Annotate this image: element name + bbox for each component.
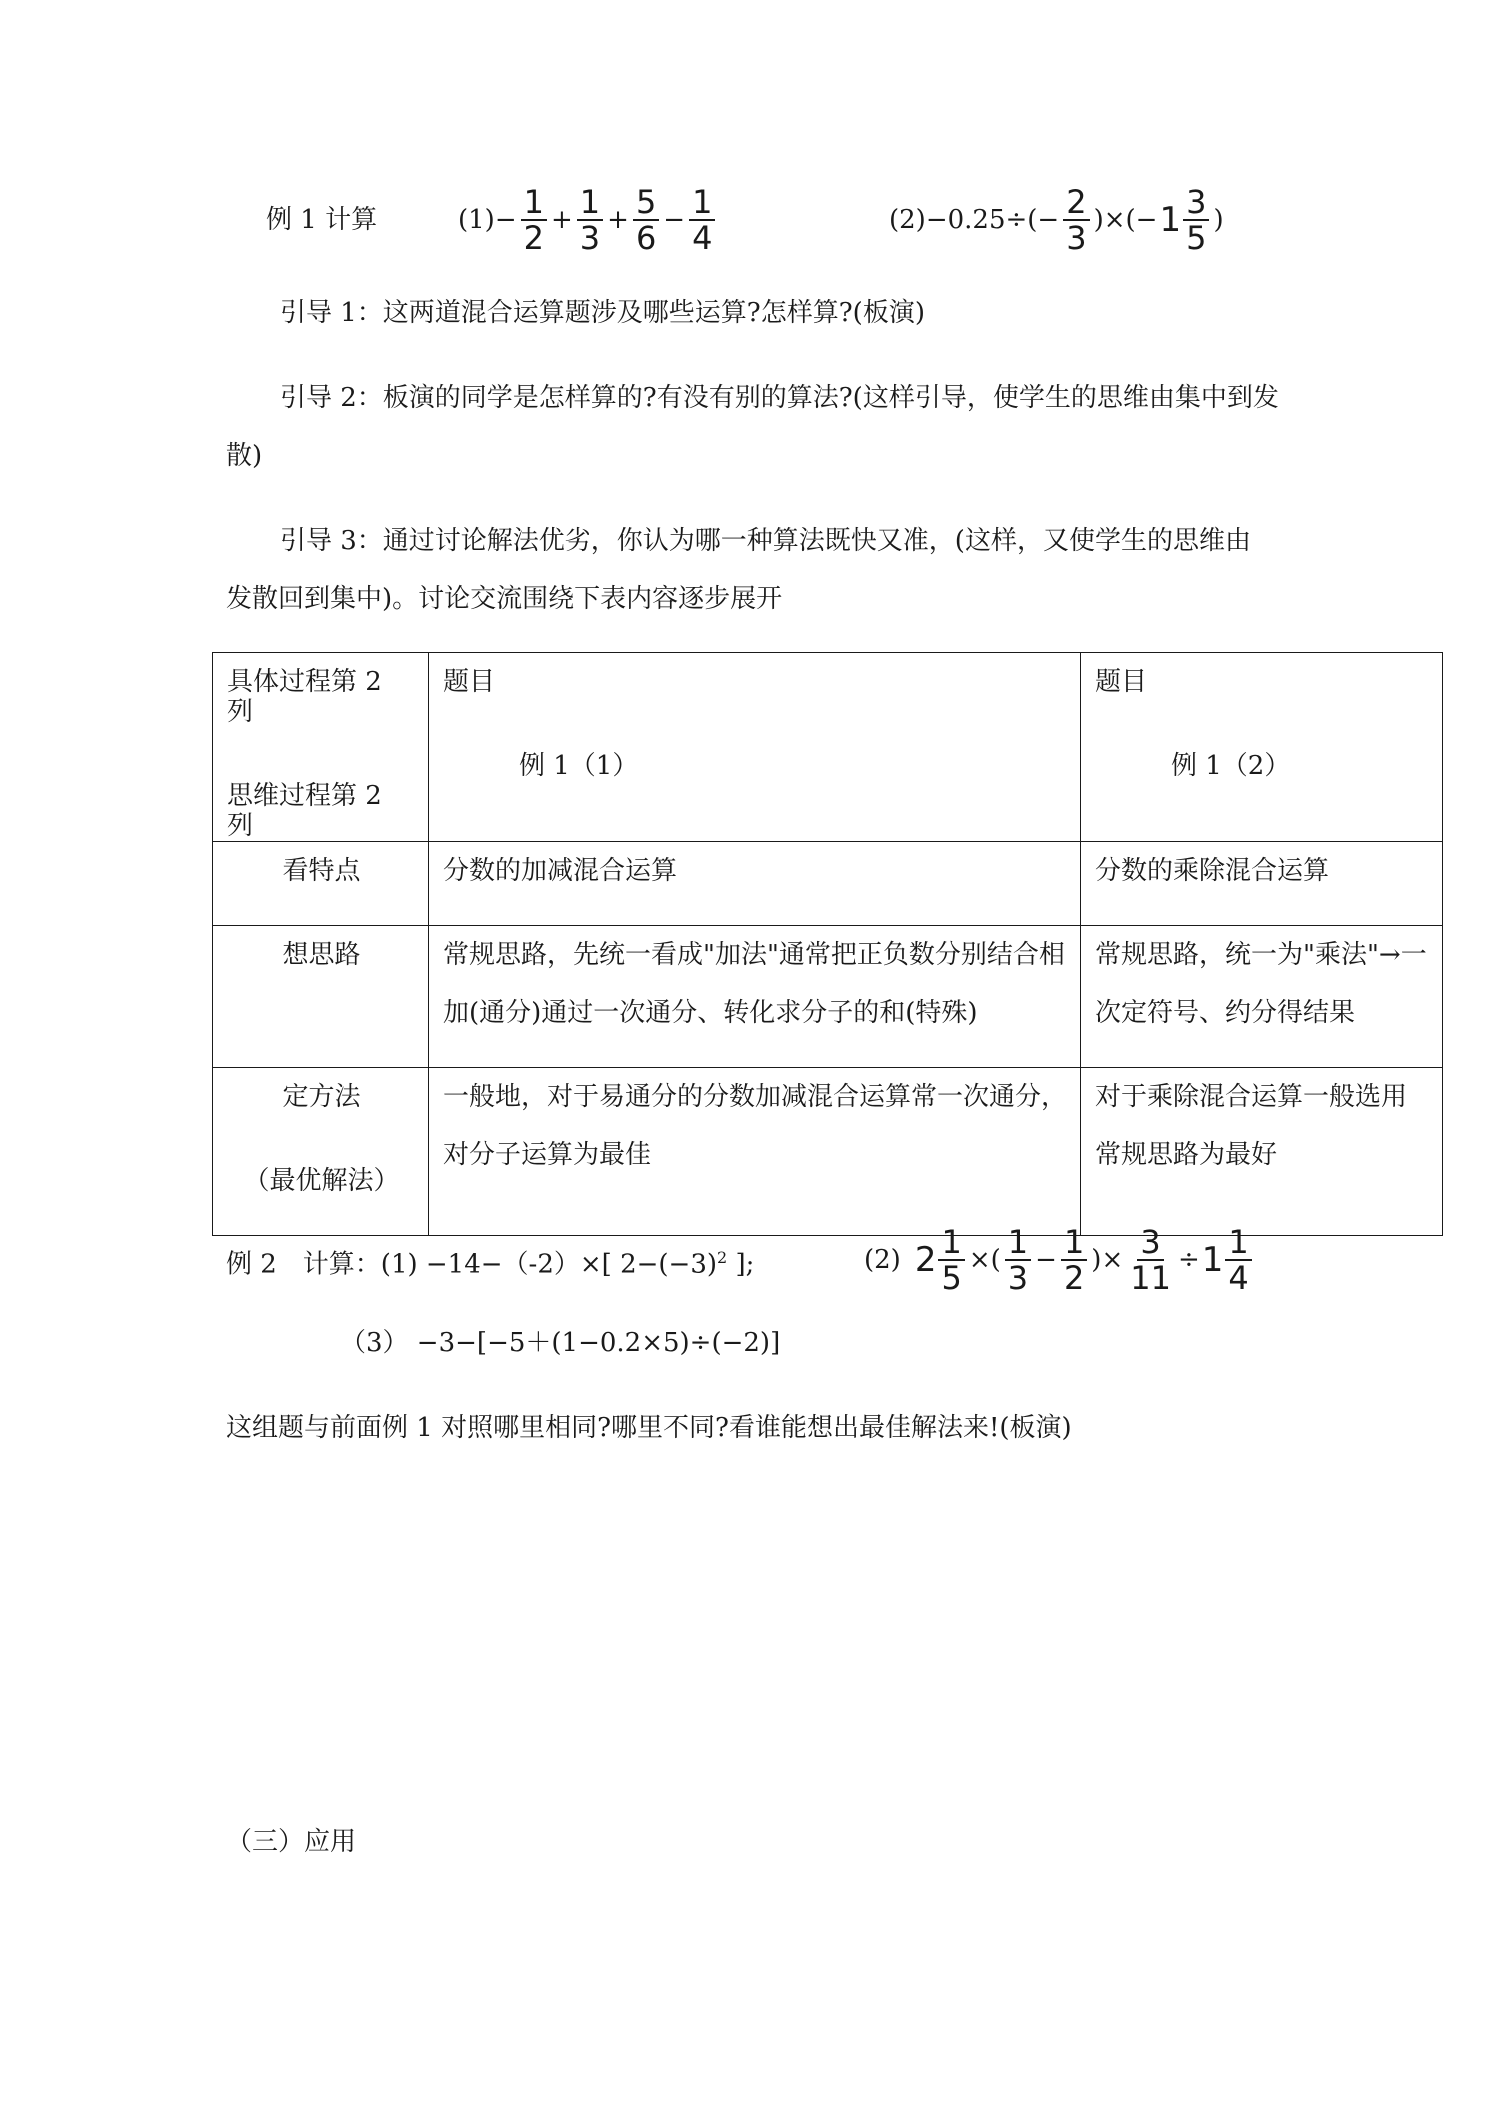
- operator: −: [663, 205, 686, 235]
- ex1-part2-expression: [887, 180, 1226, 260]
- table-cell: 分数的乘除混合运算: [1081, 842, 1443, 926]
- ex2-part1: 例 2 计算：(1) −14−（-2）×[ $2-(-3)^2$ ];: [226, 1248, 755, 1280]
- fraction: $\frac{1}{2}$: [521, 185, 547, 255]
- guide-2-line2: 散): [226, 441, 263, 471]
- table-row: [213, 842, 1443, 926]
- ex2-part2-expression: [862, 1220, 1254, 1300]
- fraction: $\frac{1}{3}$: [1005, 1225, 1031, 1295]
- operator: ÷: [1177, 1245, 1200, 1275]
- mixed-number: 1 $\frac{1}{4}$: [1202, 1225, 1254, 1295]
- ex1-part2-prefix: (2)−0.25÷(−: [889, 205, 1060, 235]
- operator: ×(: [968, 1245, 1001, 1275]
- table-cell: 对于乘除混合运算一般选用 常规思路为最好: [1081, 1068, 1443, 1236]
- fraction: $\frac{1}{4}$: [689, 185, 715, 255]
- table-header-row: [213, 653, 1443, 842]
- method-table: [212, 652, 1443, 1236]
- mixed-number: 1 $\frac{3}{5}$: [1159, 185, 1211, 255]
- table-cell: 常规思路，先统一看成"加法"通常把正负数分别结合相 加(通分)通过一次通分、转化求分子的和(特殊): [429, 926, 1081, 1068]
- table-header-cell: 题目 例 1（2）: [1081, 653, 1443, 842]
- operator: )×: [1091, 1245, 1124, 1275]
- ex1-part2-mid: )×(−: [1093, 205, 1158, 235]
- mixed-number: 2 $\frac{1}{5}$: [915, 1225, 967, 1295]
- table-row: [213, 1068, 1443, 1236]
- table-row: [213, 926, 1443, 1068]
- table-row-label: 想思路: [213, 926, 429, 1068]
- guide-3-line2: 发散回到集中)。讨论交流围绕下表内容逐步展开: [226, 584, 783, 614]
- table-cell: 常规思路，统一为"乘法"→一 次定符号、约分得结果: [1081, 926, 1443, 1068]
- guide-1: 引导 1：这两道混合运算题涉及哪些运算?怎样算?(板演): [280, 298, 925, 328]
- fraction: $\frac{1}{2}$: [1061, 1225, 1087, 1295]
- compare-question: 这组题与前面例 1 对照哪里相同?哪里不同?看谁能想出最佳解法来!(板演): [226, 1413, 1072, 1443]
- fraction: $\frac{5}{6}$: [633, 185, 659, 255]
- ex1-label: 例 1 计算: [266, 205, 378, 235]
- operator: +: [550, 205, 573, 235]
- ex1-part2-suffix: ): [1213, 205, 1224, 235]
- ex2-part3: （3） −3−[−5＋(1−0.2×5)÷(−2)]: [340, 1328, 781, 1358]
- operator: −: [1035, 1245, 1057, 1275]
- fraction: $\frac{3}{11}$: [1130, 1223, 1171, 1297]
- table-cell: 一般地，对于易通分的分数加减混合运算常一次通分， 对分子运算为最佳: [429, 1068, 1081, 1236]
- section-heading: （三）应用: [226, 1827, 357, 1857]
- table-row-label: 定方法 （最优解法）: [213, 1068, 429, 1236]
- fraction: $\frac{2}{3}$: [1063, 185, 1089, 255]
- table-cell: 分数的加减混合运算: [429, 842, 1081, 926]
- ex2-part2-prefix: (2): [864, 1245, 901, 1275]
- ex1-part1-expression: [456, 180, 717, 260]
- fraction: $\frac{1}{3}$: [577, 185, 603, 255]
- table-row-label: 看特点: [213, 842, 429, 926]
- operator: +: [607, 205, 629, 235]
- table-header-cell: 题目 例 1（1）: [429, 653, 1081, 842]
- guide-3-line1: 引导 3：通过讨论解法优劣，你认为哪一种算法既快又准，(这样，又使学生的思维由: [280, 526, 1251, 556]
- table-header-cell: 具体过程第 2 列 思维过程第 2 列: [213, 653, 429, 842]
- ex1-part1-prefix: (1)−: [458, 205, 517, 235]
- guide-2-line1: 引导 2：板演的同学是怎样算的?有没有别的算法?(这样引导，使学生的思维由集中到发: [280, 383, 1279, 413]
